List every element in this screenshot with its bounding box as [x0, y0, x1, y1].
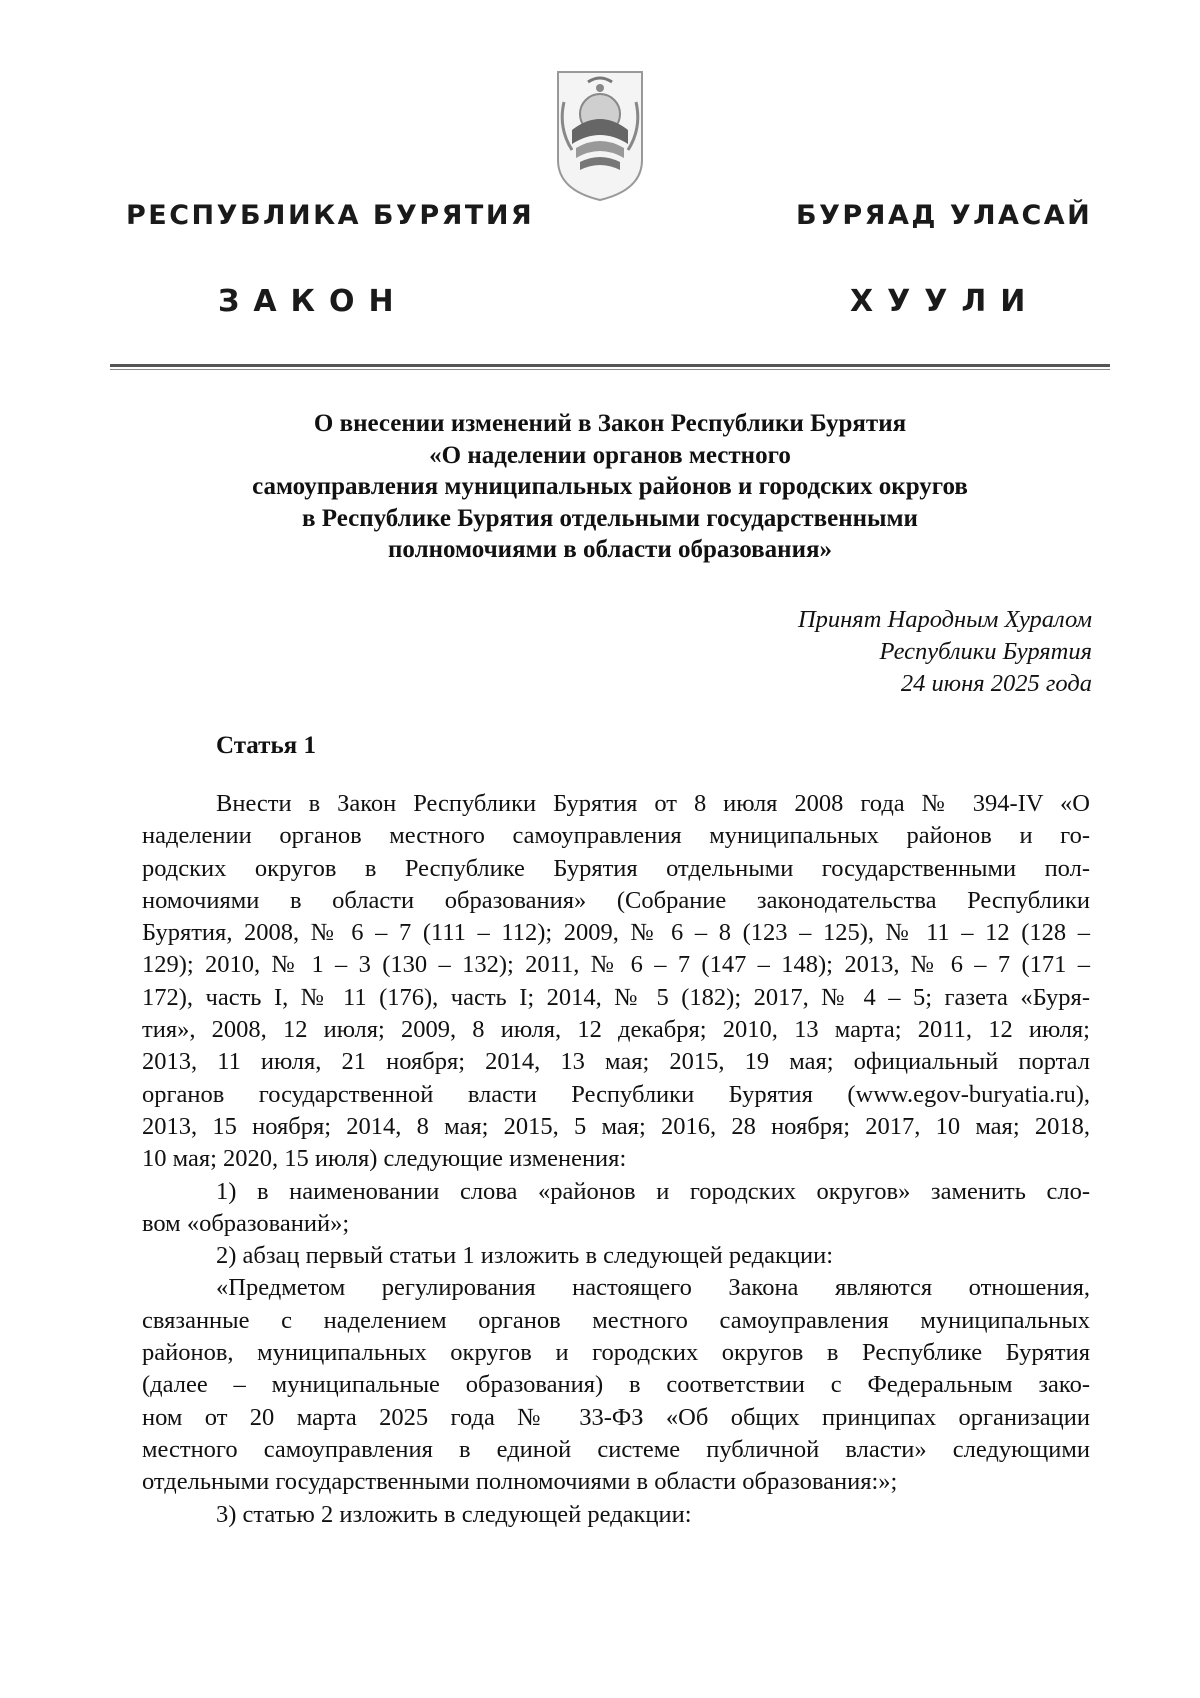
- title-line: «О наделении органов местного: [429, 441, 791, 469]
- header-divider: [110, 364, 1110, 367]
- adoption-line: Принят Народным Хуралом: [797, 606, 1092, 633]
- header-divider-thin: [110, 369, 1110, 370]
- adoption-date: 24 июня 2025 года: [900, 670, 1092, 697]
- body-line: тия», 2008, 12 июля; 2009, 8 июля, 12 декабря; 2010, 13 марта; 2011, 12 июля;: [142, 1016, 1090, 1044]
- title-line: полномочиями в области образования»: [388, 536, 832, 563]
- law-label-buryat: ХУУЛИ: [850, 284, 1040, 319]
- body-line: наделении органов местного самоуправления муниципальных районов и го-: [142, 822, 1090, 850]
- body-line: 2013, 11 июля, 21 ноября; 2014, 13 мая; 2015, 19 мая; официальный портал: [142, 1048, 1090, 1076]
- coat-of-arms-emblem: [554, 68, 646, 204]
- body-line: местного самоуправления в единой системе публичной власти» следующими: [142, 1435, 1090, 1463]
- title-line: О внесении изменений в Закон Республики Бурятия: [313, 410, 907, 437]
- republic-name-russian: РЕСПУБЛИКА БУРЯТИЯ: [126, 200, 535, 231]
- body-line: родских округов в Республике Бурятия отдельными государственными пол-: [142, 854, 1090, 882]
- law-title: [110, 408, 1110, 566]
- title-line: самоуправления муниципальных районов и городских округов: [252, 473, 968, 500]
- body-line: 129); 2010, № 1 – 3 (130 – 132); 2011, № 6 – 7 (147 – 148); 2013, № 6 – 7 (171 –: [142, 951, 1090, 979]
- body-line: вом «образований»;: [142, 1209, 350, 1237]
- body-line: 172), часть I, № 11 (176), часть I; 2014, № 5 (182); 2017, № 4 – 5; газета «Буря-: [142, 983, 1090, 1011]
- adoption-note: [798, 604, 1092, 700]
- body-line: 2) абзац первый статьи 1 изложить в следующей редакции:: [216, 1242, 833, 1270]
- body-line: номочиями в области образования» (Собрание законодательства Республики: [142, 886, 1090, 914]
- body-line: 1) в наименовании слова «районов и городских округов» заменить сло-: [216, 1177, 1090, 1205]
- body-line: 10 мая; 2020, 15 июля) следующие изменения:: [142, 1145, 627, 1173]
- republic-name-buryat: БУРЯАД УЛАСАЙ: [796, 200, 1093, 231]
- body-line: 2013, 15 ноября; 2014, 8 мая; 2015, 5 мая; 2016, 28 ноября; 2017, 10 мая; 2018,: [142, 1112, 1090, 1140]
- law-label-russian: ЗАКОН: [218, 284, 408, 319]
- body-line: 3) статью 2 изложить в следующей редакции:: [216, 1500, 692, 1528]
- adoption-line: Республики Бурятия: [879, 638, 1092, 665]
- title-line: в Республике Бурятия отдельными государственными: [302, 504, 918, 532]
- body-line: Бурятия, 2008, № 6 – 7 (111 – 112); 2009, № 6 – 8 (123 – 125), № 11 – 12 (128 –: [142, 919, 1090, 947]
- body-line: органов государственной власти Республики Бурятия (www.egov-buryatia.ru),: [142, 1080, 1090, 1108]
- body-line: районов, муниципальных округов и городских округов в Республике Бурятия: [142, 1339, 1090, 1367]
- body-line: (далее – муниципальные образования) в соответствии с Федеральным зако-: [142, 1371, 1090, 1399]
- body-line: ном от 20 марта 2025 года № 33-ФЗ «Об общих принципах организации: [142, 1403, 1090, 1431]
- body-line: Внести в Закон Республики Бурятия от 8 июля 2008 года № 394-IV «О: [216, 790, 1090, 817]
- body-line: «Предметом регулирования настоящего Закона являются отношения,: [216, 1274, 1090, 1302]
- article-body: [142, 788, 1090, 1531]
- body-line: связанные с наделением органов местного самоуправления муниципальных: [142, 1306, 1090, 1334]
- article-heading: Статья 1: [216, 732, 316, 759]
- body-line: отдельными государственными полномочиями в области образования:»;: [142, 1468, 898, 1496]
